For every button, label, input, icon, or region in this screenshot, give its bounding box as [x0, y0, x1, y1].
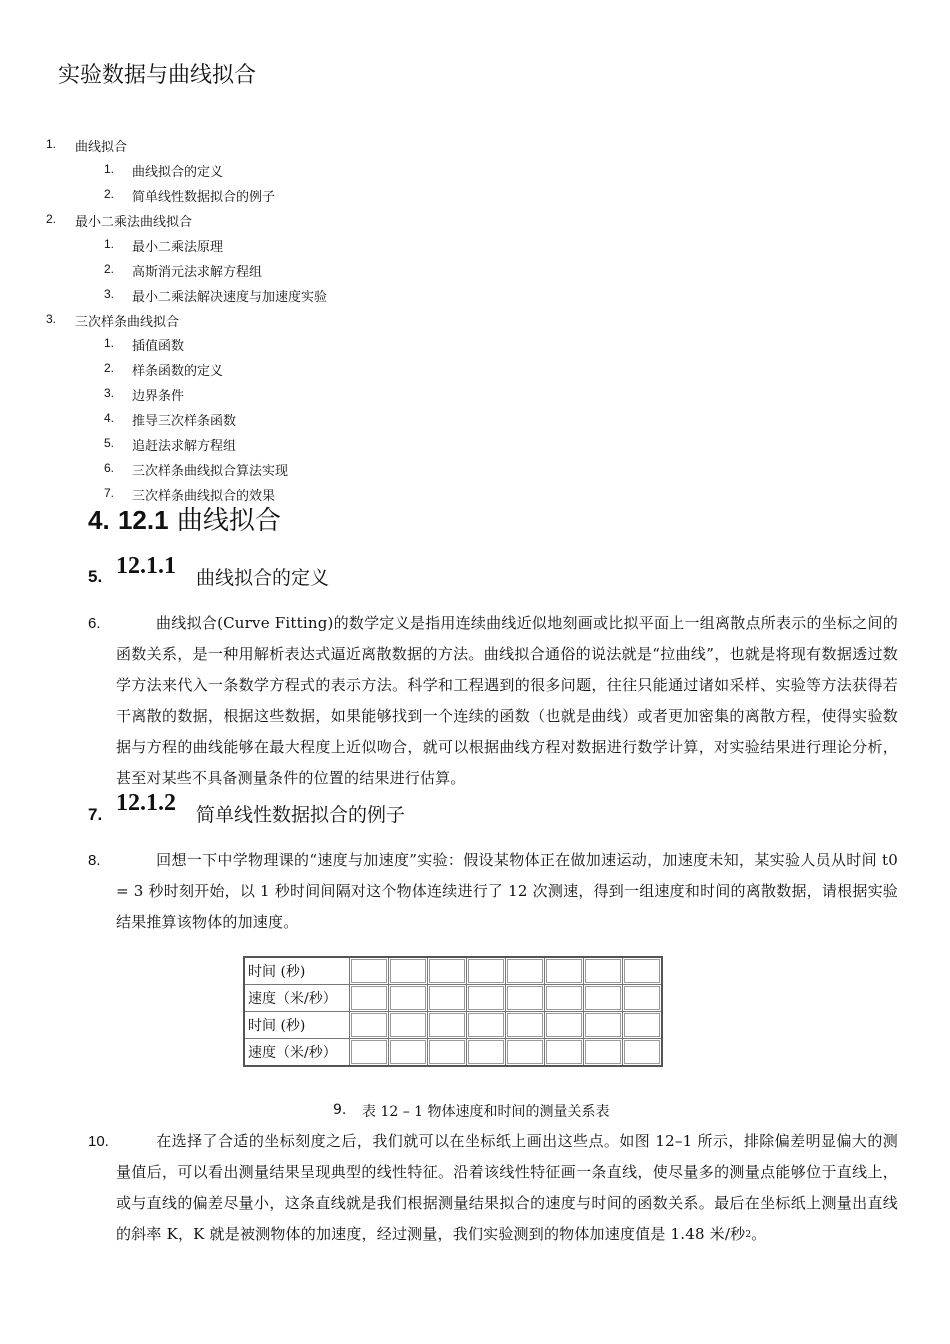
toc-item[interactable]: 三次样条曲线拟合 [75, 315, 180, 330]
toc-item[interactable]: 曲线拟合 [75, 140, 128, 155]
table-cell [623, 985, 663, 1012]
table-cell [389, 957, 428, 985]
table-cell [428, 1012, 467, 1039]
toc-number: 7. [104, 486, 115, 500]
table-row [244, 1039, 662, 1067]
toc-number: 3. [104, 287, 115, 301]
toc-item[interactable]: 推导三次样条函数 [132, 414, 237, 429]
document-title: 实验数据与曲线拟合 [58, 63, 257, 88]
table-cell [389, 1039, 428, 1067]
toc-item[interactable]: 最小二乘法原理 [132, 240, 224, 255]
toc-number: 1. [46, 137, 57, 151]
paragraph-text: 在选择了合适的坐标刻度之后，我们就可以在坐标纸上画出这些点。如图 12–1 所示，排除偏差明显偏大的测量值后，可以看出测量结果呈现典型的线性特征。沿着该线性特征画一条直线，使尽量多的测量点能够位于直线上，或与直线的偏差尽量小，这条直线就是我们根据测量结果拟合的速度与时间的函数关系。最后在坐标纸上测量出直线的斜率 K，K 就是被测物体的加速度，经过测量，我们实验测到的物体加速度值是 1.48 米/秒 [116, 1132, 898, 1243]
table-cell [350, 957, 389, 985]
section-number: 4. [88, 505, 110, 535]
table-cell [584, 1039, 623, 1067]
row-label: 速度（米/秒） [244, 985, 350, 1012]
section-title: 曲线拟合 [176, 506, 281, 536]
paragraph-text: 回想一下中学物理课的“速度与加速度”实验：假设某物体正在做加速运动，加速度未知，某实验人员从时间 t0 = 3 秒时刻开始，以 1 秒时间间隔对这个物体连续进行了 12 次测速，得到一组速度和时间的离散数据，请根据实验结果推算该物体的加速度。 [116, 851, 898, 931]
table-cell [584, 985, 623, 1012]
table-cell [389, 1012, 428, 1039]
toc-number: 2. [104, 361, 115, 375]
subsection-code: 12.1.2 [116, 790, 176, 816]
table-row [244, 957, 662, 985]
toc-item[interactable]: 最小二乘法曲线拟合 [75, 215, 193, 230]
subsection-number: 7. [88, 805, 103, 824]
table-cell [506, 957, 545, 985]
toc-number: 5. [104, 436, 115, 450]
table-cell [467, 957, 506, 985]
table-cell [623, 1012, 663, 1039]
toc-number: 2. [46, 212, 57, 226]
table-cell [467, 1039, 506, 1067]
toc-number: 1. [104, 162, 115, 176]
toc-item[interactable]: 三次样条曲线拟合算法实现 [132, 464, 289, 479]
paragraph-result [116, 1126, 898, 1251]
section-code: 12.1 [117, 505, 169, 535]
table-cell [623, 1039, 663, 1067]
toc-item[interactable]: 曲线拟合的定义 [132, 165, 224, 180]
table-cell [545, 957, 584, 985]
table-cell [389, 985, 428, 1012]
row-label: 时间 (秒) [244, 957, 350, 985]
table-cell [428, 1039, 467, 1067]
table-row [244, 985, 662, 1012]
toc-number: 2. [104, 187, 115, 201]
table-cell [545, 985, 584, 1012]
table-cell [467, 1012, 506, 1039]
toc-item[interactable]: 高斯消元法求解方程组 [132, 265, 263, 280]
toc-item[interactable]: 插值函数 [132, 339, 185, 354]
table-row [244, 1012, 662, 1039]
table-cell [428, 957, 467, 985]
toc-number: 3. [46, 312, 57, 326]
table-cell [545, 1039, 584, 1067]
table-cell [584, 1012, 623, 1039]
subsection-title: 曲线拟合的定义 [196, 567, 330, 589]
table-cell [623, 957, 663, 985]
paragraph-end: 。 [751, 1225, 767, 1243]
toc-item[interactable]: 边界条件 [132, 389, 185, 404]
toc-number: 2. [104, 262, 115, 276]
table-cell [506, 985, 545, 1012]
paragraph-number: 8. [88, 852, 101, 869]
superscript: 2 [745, 1230, 752, 1240]
table-cell [350, 1012, 389, 1039]
toc-item[interactable]: 样条函数的定义 [132, 364, 224, 379]
table-cell [350, 1039, 389, 1067]
paragraph-text: 曲线拟合(Curve Fitting)的数学定义是指用连续曲线近似地刻画或比拟平面上一组离散点所表示的坐标之间的函数关系，是一种用解析表达式逼近离散数据的方法。曲线拟合通俗的说法就是“拉曲线”，也就是将现有数据透过数学方法来代入一条数学方程式的表示方法。科学和工程遇到的很多问题，往往只能通过诸如采样、实验等方法获得若干离散的数据，根据这些数据，如果能够找到一个连续的函数（也就是曲线）或者更加密集的离散方程，使得实验数据与方程的曲线能够在最大程度上近似吻合，就可以根据曲线方程对数据进行数学计算，对实验结果进行理论分析，甚至对某些不具备测量条件的位置的结果进行估算。 [116, 614, 898, 787]
section-heading [88, 500, 281, 537]
toc-number: 1. [104, 237, 115, 251]
subsection-title: 简单线性数据拟合的例子 [196, 804, 406, 826]
toc-number: 6. [104, 461, 115, 475]
table-cell [506, 1039, 545, 1067]
table-cell [506, 1012, 545, 1039]
measurement-table [243, 956, 663, 1067]
table-caption: 表 12 – 1 物体速度和时间的测量关系表 [362, 1104, 610, 1120]
table-cell [584, 957, 623, 985]
toc-item[interactable]: 简单线性数据拟合的例子 [132, 190, 276, 205]
paragraph-number: 6. [88, 615, 101, 632]
toc-item[interactable]: 三次样条曲线拟合的效果 [132, 489, 276, 504]
toc-number: 4. [104, 411, 115, 425]
row-label: 时间 (秒) [244, 1012, 350, 1039]
row-label: 速度（米/秒） [244, 1039, 350, 1067]
subsection-code: 12.1.1 [116, 553, 176, 579]
table-cell [350, 985, 389, 1012]
toc-item[interactable]: 追赶法求解方程组 [132, 439, 237, 454]
table-cell [545, 1012, 584, 1039]
caption-number: 9. [333, 1102, 347, 1118]
table-cell [428, 985, 467, 1012]
toc-number: 3. [104, 386, 115, 400]
table-cell [467, 985, 506, 1012]
paragraph-example [116, 845, 898, 938]
toc-item[interactable]: 最小二乘法解决速度与加速度实验 [132, 290, 328, 305]
subsection-number: 5. [88, 567, 103, 586]
paragraph-definition [116, 608, 898, 794]
toc-number: 1. [104, 336, 115, 350]
paragraph-number: 10. [88, 1133, 109, 1150]
